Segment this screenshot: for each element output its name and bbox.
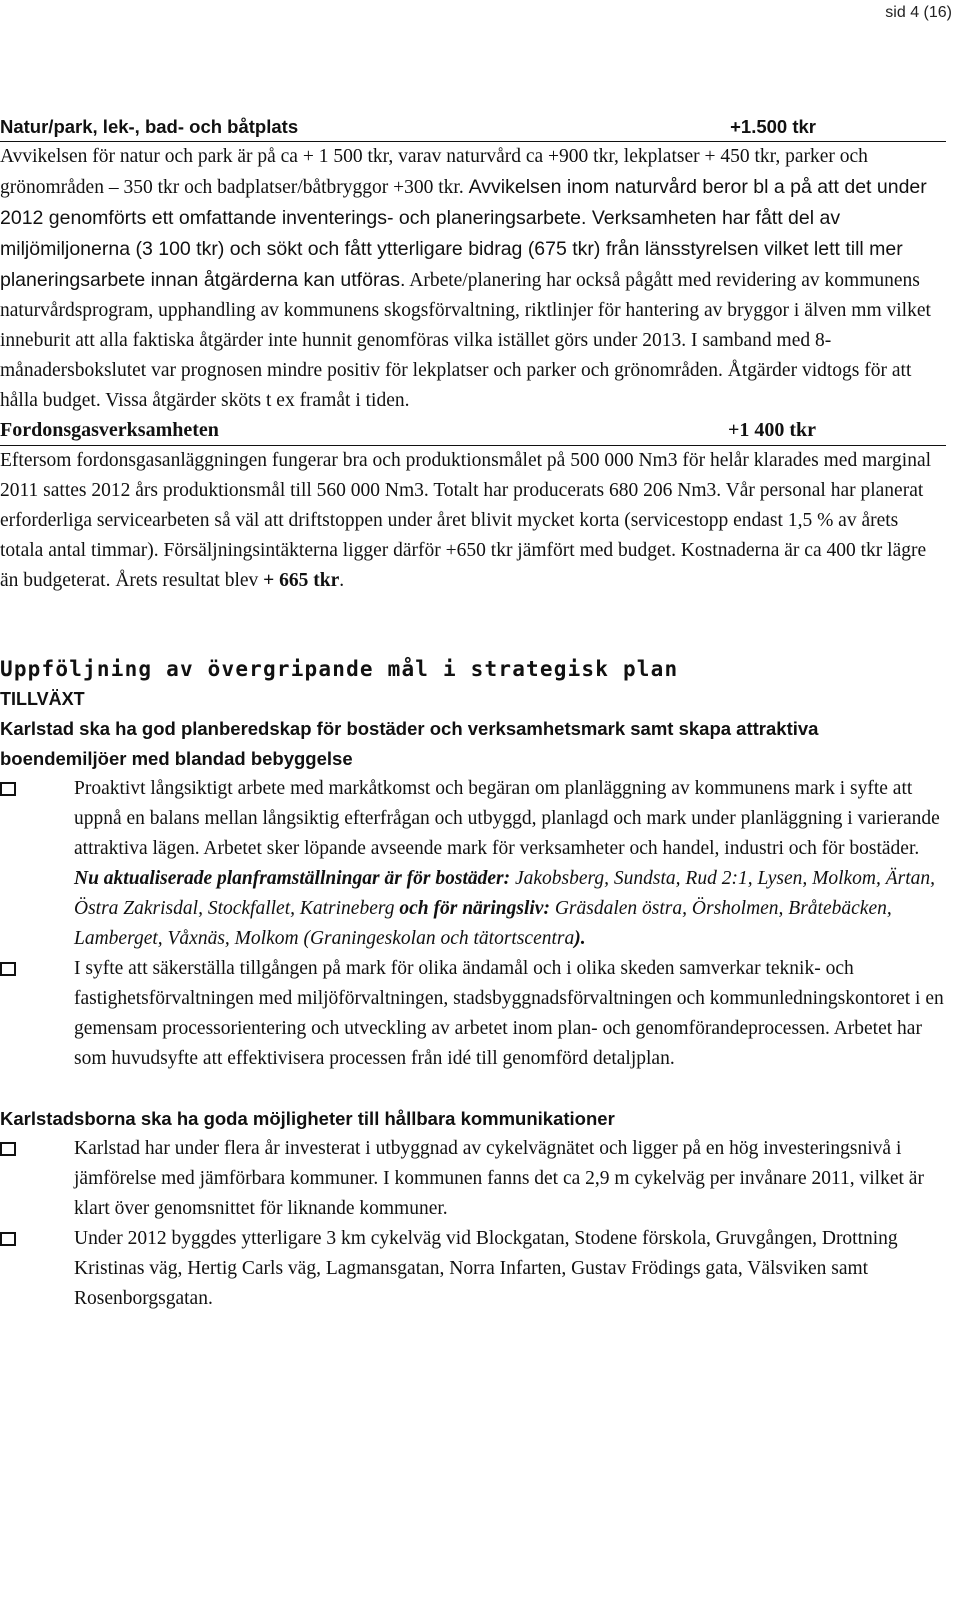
checkbox-bullet-icon: [0, 782, 16, 796]
section-title: Uppföljning av övergripande mål i strategisk plan: [0, 657, 679, 681]
fordon-text: Eftersom fordonsgasanläggningen fungerar bra och produktionsmålet på 500 000 Nm3 för helår klarades med marginal 2011 sattes 2012 års produktionsmål till 560 000 Nm3. Totalt har producerats 680 206 Nm3. Vår personal har planerat erforderliga servicearbeten så väl att driftstoppen under året blivit mycket korta (servicestopp endast 1,5 % av årets totala antal timmar). Försäljningsintäkterna ligger därför +650 tkr jämfört med budget. Kostnaderna är ca 400 tkr lägre än budgeterat. Årets resultat blev: [0, 450, 932, 591]
section-subtitle: TILLVÄXT: [0, 689, 85, 709]
natur-text-3: Arbete/planering har också pågått med revidering av kommunens naturvårdsprogram, upphandling av kommunens skogsförvaltning, riktlinjer för hantering av bryggor i älven mm vilket inneburit att alla faktiska åtgärder inte hunnit genomföras vilka istället görs under 2013. I samband med 8-månadersbokslutet var prognosen mindre positiv för lekplatser och parker och grönområden. Åtgärder vidtogs för att hålla budget. Vissa åtgärder sköts t ex framåt i tiden.: [0, 270, 931, 411]
fordon-result-end: .: [339, 570, 345, 591]
bullet-1-text: [74, 774, 946, 954]
natur-amount: +1.500 tkr: [730, 116, 816, 137]
list-item: [0, 1134, 946, 1224]
page-number: sid 4 (16): [885, 4, 952, 21]
fordon-heading: Fordonsgasverksamheten: [0, 419, 219, 441]
bullet-3-text: Karlstad har under flera år investerat i utbyggnad av cykelvägnätet och ligger på en hög investeringsnivå i jämförelse med jämförbara kommuner. I kommunen fanns det ca 2,9 m cykelväg per invånare 2011, vilket är klart över genomsnittet för liknande kommuner.: [74, 1138, 924, 1219]
bullet-1-bold-italic-3: ).: [574, 928, 586, 949]
bullet-1-plain: Proaktivt långsiktigt arbete med markåtkomst och begäran om planläggning av kommunens mark i syfte att uppnå en balans mellan långsiktig efterfrågan och utbyggd, planlagd och mark under planläggning i varierande attraktiva lägen. Arbetet sker löpande avseende mark för verksamheter och handel, industri och för bostäder.: [74, 778, 940, 859]
fordon-heading-row: [0, 416, 946, 446]
checkbox-bullet-icon: [0, 1232, 16, 1246]
natur-text-1: Avvikelsen för natur och park är på ca + 1 500 tkr, varav naturvård ca +900 tkr, lekplatser + 450 tkr, parker och grönområden – 350 tkr och badplatser/båtbryggor +300 tkr.: [0, 146, 868, 198]
list-item: [0, 954, 946, 1074]
natur-paragraph: [0, 142, 946, 416]
goal-2-list: [0, 1134, 946, 1314]
list-item: [0, 774, 946, 954]
natur-heading-row: [0, 112, 946, 142]
list-item: [0, 1224, 946, 1314]
checkbox-bullet-icon: [0, 1142, 16, 1156]
bullet-1-bold-italic-1: Nu aktualiserade planframställningar är för bostäder:: [74, 868, 511, 889]
checkbox-bullet-icon: [0, 962, 16, 976]
bullet-1-italic-1: Jakobsberg, Sundsta, Rud 2:1, Lysen, Molkom, Ärtan, Östra Zakrisdal, Stockfallet, Katrineberg: [74, 868, 936, 919]
fordon-paragraph: [0, 446, 946, 596]
goal-heading-2: Karlstadsborna ska ha goda möjligheter till hållbara kommunikationer: [0, 1108, 615, 1129]
bullet-4-text: Under 2012 byggdes ytterligare 3 km cykelväg vid Blockgatan, Stodene förskola, Gruvgången, Drottning Kristinas väg, Hertig Carls väg, Lagmansgatan, Norra Infarten, Gustav Frödings gata, Välsviken samt Rosenborgsgatan.: [74, 1228, 898, 1309]
goal-1-list: [0, 774, 946, 1074]
bullet-2-text: I syfte att säkerställa tillgången på mark för olika ändamål och i olika skeden samverkar teknik- och fastighetsförvaltningen med miljöförvaltningen, stadsbyggnadsförvaltningen och kommunledningskontoret i en gemensam processorientering och utveckling av arbetet inom plan- och genomförandeprocessen. Arbetet har som huvudsyfte att effektivisera processen från idé till genomförd detaljplan.: [74, 958, 944, 1069]
goal-heading-1: Karlstad ska ha god planberedskap för bostäder och verksamhetsmark samt skapa attraktiva boendemiljöer med blandad bebyggelse: [0, 718, 819, 769]
natur-text-2: Avvikelsen inom naturvård beror bl a på att det under 2012 genomförts ett omfattande inventerings- och planeringsarbete. Verksamheten har fått del av miljömiljonerna (3 100 tkr) och sökt och fått ytterligare bidrag (675 tkr) från länsstyrelsen vilket lett till mer planeringsarbete innan åtgärderna kan utföras.: [0, 176, 927, 291]
fordon-amount: +1 400 tkr: [727, 419, 816, 441]
fordon-result: + 665 tkr: [263, 570, 340, 591]
document-body: [0, 112, 946, 1314]
bullet-1-italic-2: Gräsdalen östra, Örsholmen, Bråtebäcken, Lamberget, Våxnäs, Molkom (Graningeskolan och tätortscentra: [74, 898, 892, 949]
natur-heading: Natur/park, lek-, bad- och båtplats: [0, 116, 299, 137]
bullet-1-bold-italic-2: och för näringsliv:: [399, 898, 550, 919]
